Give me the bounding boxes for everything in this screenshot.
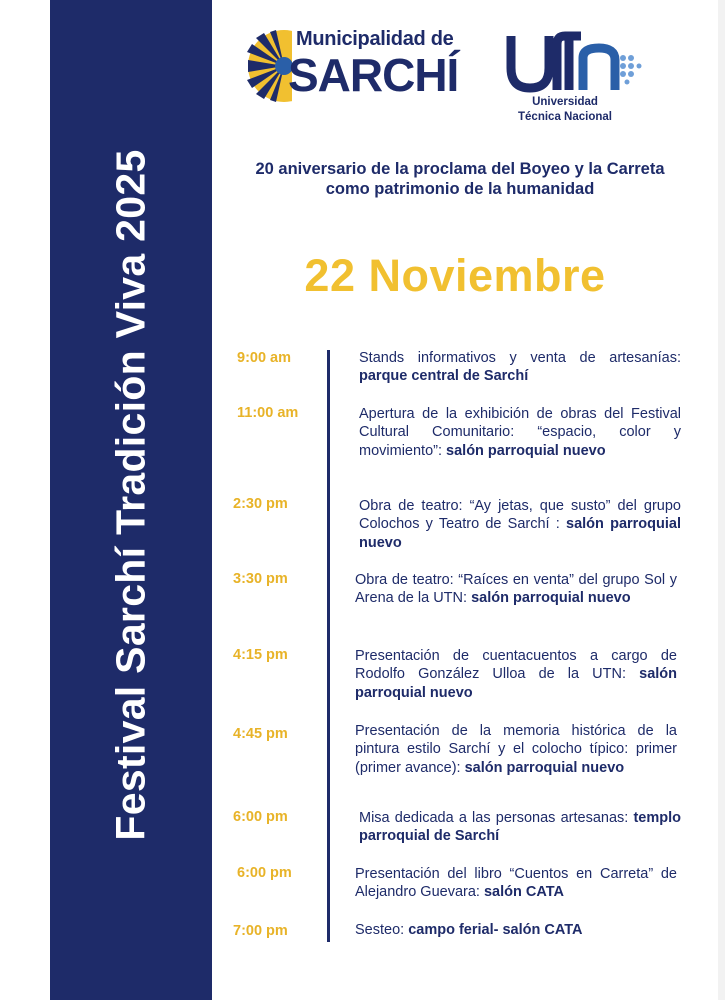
event-time: 11:00 am bbox=[237, 405, 299, 421]
event-text: Sesteo: bbox=[355, 922, 409, 938]
event-description bbox=[359, 405, 681, 460]
event-place: salón parroquial nuevo bbox=[471, 590, 631, 607]
event-time: 2:30 pm bbox=[233, 496, 288, 512]
event-place: campo ferial- salón CATA bbox=[408, 922, 583, 938]
utn-logo bbox=[505, 28, 645, 128]
festival-title: Festival Sarchí Tradición Viva 2025 bbox=[107, 149, 154, 841]
event-time: 7:00 pm bbox=[233, 923, 288, 939]
event-description bbox=[355, 722, 677, 777]
event-description bbox=[355, 865, 677, 902]
event-description bbox=[355, 571, 677, 608]
event-place: salón parroquial nuevo bbox=[446, 442, 606, 459]
event-place: parque central de Sarchí bbox=[359, 368, 529, 385]
left-margin bbox=[0, 0, 50, 1000]
event-date: 22 Noviembre bbox=[304, 250, 606, 301]
event-text: Stands informativos y venta de artesanías: bbox=[359, 350, 681, 366]
event-place: salón parroquial nuevo bbox=[355, 666, 677, 701]
right-edge bbox=[718, 0, 725, 1000]
municipalidad-label: Municipalidad de bbox=[296, 28, 454, 50]
headline: 20 aniversario de la proclama del Boyeo y la Carreta como patrimonio de la humanidad bbox=[255, 160, 665, 198]
sarchi-logotype: SARCHÍ bbox=[288, 49, 459, 101]
event-text: Presentación de la memoria histórica de la pintura estilo Sarchí y el colocho típico: primer (primer avance): bbox=[355, 723, 677, 776]
event-place: salón parroquial nuevo bbox=[359, 516, 681, 551]
event-text: Presentación del libro “Cuentos en Carreta” de Alejandro Guevara: bbox=[355, 866, 677, 901]
utn-wordmark-icon bbox=[505, 28, 645, 98]
utn-line2: Técnica Nacional bbox=[518, 111, 612, 123]
event-description bbox=[355, 647, 677, 702]
event-description bbox=[359, 349, 681, 386]
event-time: 4:15 pm bbox=[233, 647, 288, 663]
timeline-divider bbox=[327, 350, 330, 942]
municipalidad-logo bbox=[246, 28, 476, 104]
event-description bbox=[355, 921, 677, 939]
utn-line1: Universidad bbox=[532, 96, 598, 108]
utn-mark-text: UTN bbox=[505, 28, 508, 29]
event-text: Apertura de la exhibición de obras del Festival Cultural Comunitario: “espacio, color y movimiento”: bbox=[359, 406, 681, 459]
event-time: 4:45 pm bbox=[233, 726, 288, 742]
event-time: 6:00 pm bbox=[237, 865, 292, 881]
event-time: 6:00 pm bbox=[233, 809, 288, 825]
event-place: salón CATA bbox=[483, 884, 564, 901]
event-text: Misa dedicada a las personas artesanas: bbox=[359, 810, 634, 826]
event-place: templo parroquial de Sarchí bbox=[359, 810, 681, 845]
event-time: 3:30 pm bbox=[233, 571, 288, 587]
event-text: Obra de teatro: “Ay jetas, que susto” del grupo Colochos y Teatro de Sarchí : bbox=[359, 498, 681, 533]
event-place: salón parroquial nuevo bbox=[464, 759, 625, 776]
event-description bbox=[359, 497, 681, 552]
event-text: Obra de teatro: “Raíces en venta” del grupo Sol y Arena de la UTN: bbox=[355, 572, 677, 607]
event-text: Presentación de cuentacuentos a cargo de Rodolfo González Ulloa de la UTN: bbox=[355, 648, 677, 683]
sun-emblem-icon bbox=[246, 30, 292, 102]
event-description bbox=[359, 809, 681, 846]
event-time: 9:00 am bbox=[237, 350, 292, 366]
